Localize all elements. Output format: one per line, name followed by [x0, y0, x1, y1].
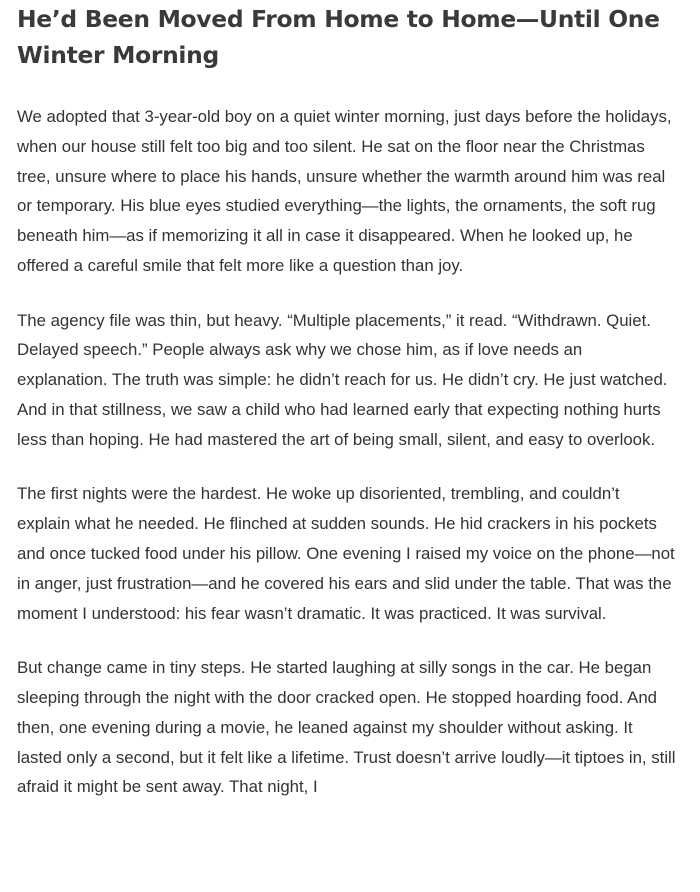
article-paragraph-3: The first nights were the hardest. He woke up disoriented, trembling, and couldn’t explain what he needed. He flinched at sudden sounds. He hid crackers in his pockets and once tucked food under his pillow. One evening I raised my voice on the phone—not in anger, just frustration—and he covered his ears and slid under the table. That was the moment I understood: his fear wasn’t dramatic. It was practiced. It was survival. [17, 484, 675, 623]
article [17, 0, 677, 802]
article-paragraph-1: We adopted that 3-year-old boy on a quiet winter morning, just days before the holidays, when our house still felt too big and too silent. He sat on the floor near the Christmas tree, unsure where to place his hands, unsure whether the warmth around him was real or temporary. His blue eyes studied everything—the lights, the ornaments, the soft rug beneath him—as if memorizing it all in case it disappeared. When he looked up, he offered a careful smile that felt more like a question than joy. [17, 107, 672, 275]
article-title: He’d Been Moved From Home to Home—Until One Winter Morning [17, 5, 660, 69]
article-paragraph-2: The agency file was thin, but heavy. “Multiple placements,” it read. “Withdrawn. Quiet. Delayed speech.” People always ask why we chose him, as if love needs an explanation. The truth was simple: he didn’t reach for us. He didn’t cry. He just watched. And in that stillness, we saw a child who had learned early that expecting nothing hurts less than hoping. He had mastered the art of being small, silent, and easy to overlook. [17, 310, 668, 449]
article-paragraph-4: But change came in tiny steps. He started laughing at silly songs in the car. He began sleeping through the night with the door cracked open. He stopped hoarding food. And then, one evening during a movie, he leaned against my shoulder without asking. It lasted only a second, but it felt like a lifetime. Trust doesn’t arrive loudly—it tiptoes in, still afraid it might be sent away. That night, I [17, 658, 676, 797]
